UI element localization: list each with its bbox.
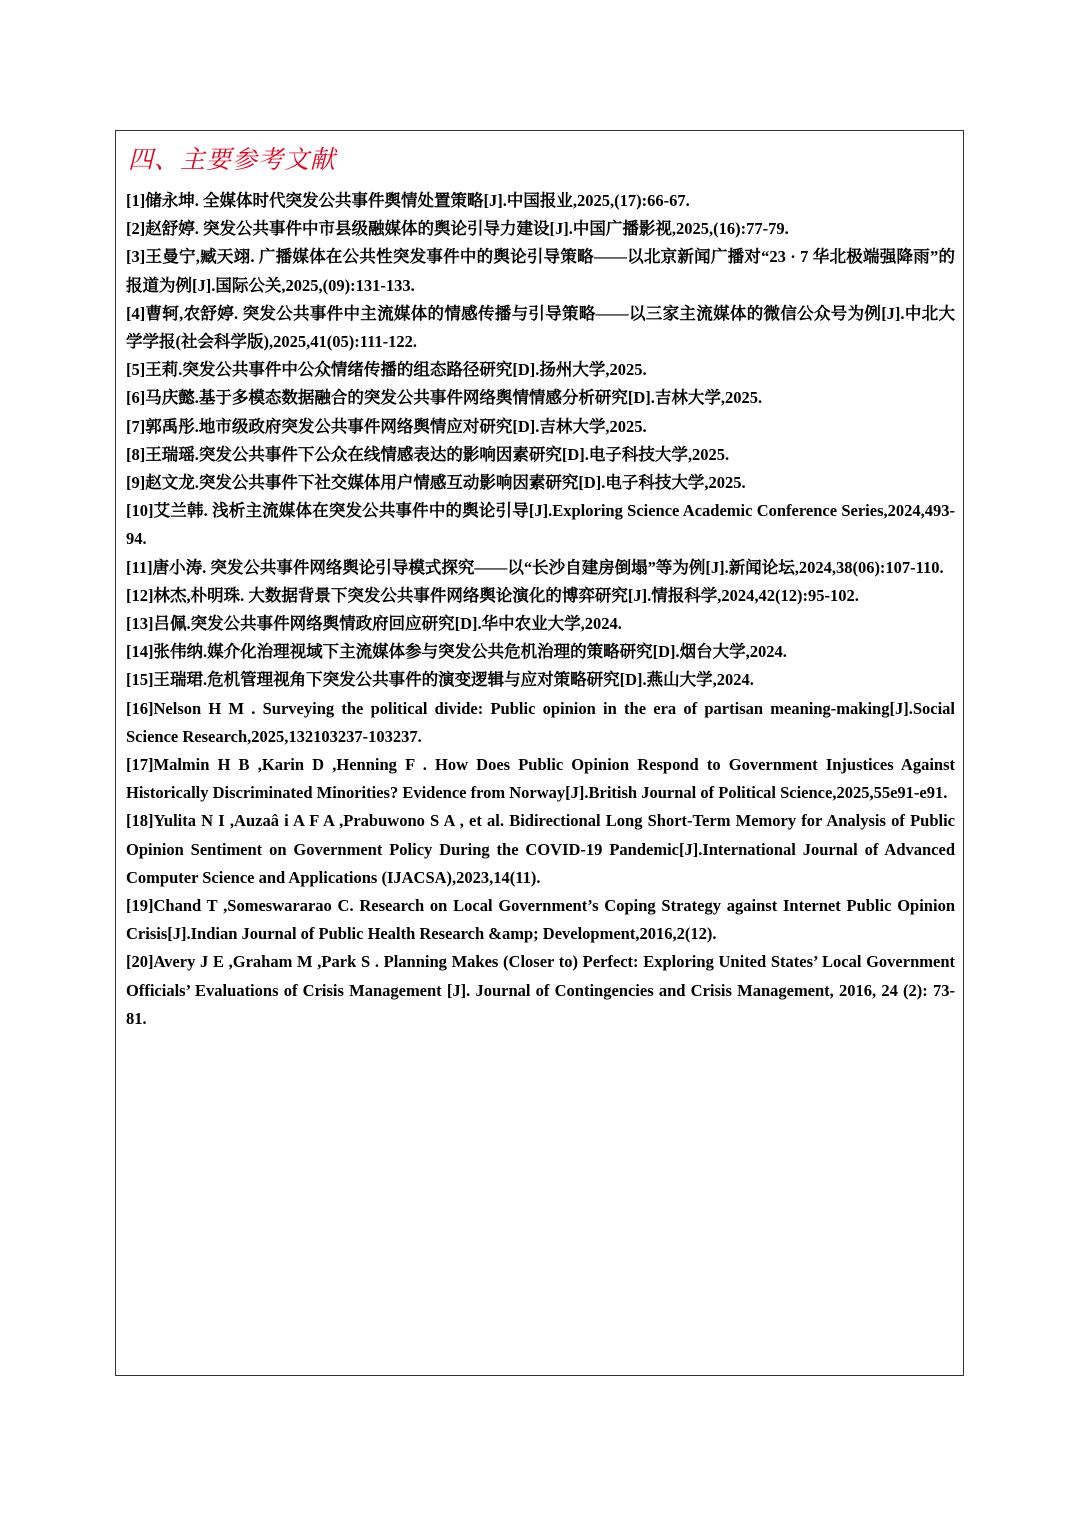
reference-item: [11]唐小涛. 突发公共事件网络舆论引导模式探究——以“长沙自建房倒塌”等为例[J].新闻论坛,2024,38(06):107-110. (126, 557, 944, 577)
reference-item: [5]王莉.突发公共事件中公众情绪传播的组态路径研究[D].扬州大学,2025. (126, 360, 647, 380)
reference-item: [17]Malmin H B ,Karin D ,Henning F . How Does Public Opinion Respond to Government Injustices Against Historically Discriminated Minorities? Evidence from Norway[J].British Journal of Political Science,2025,55e91-e91. (126, 755, 955, 803)
reference-item: [8]王瑞瑶.突发公共事件下公众在线情感表达的影响因素研究[D].电子科技大学,2025. (126, 444, 730, 464)
reference-item: [19]Chand T ,Someswararao C. Research on Local Government’s Coping Strategy against Internet Public Opinion Crisis[J].Indian Journal of Public Health Research &amp; Development,2016,2(12). (126, 896, 955, 944)
reference-item: [15]王瑞珺.危机管理视角下突发公共事件的演变逻辑与应对策略研究[D].燕山大学,2024. (126, 670, 754, 690)
reference-item: [13]吕佩.突发公共事件网络舆情政府回应研究[D].华中农业大学,2024. (126, 614, 622, 634)
reference-item: [3]王曼宁,臧天翊. 广播媒体在公共性突发事件中的舆论引导策略——以北京新闻广播对“23 · 7 华北极端强降雨”的报道为例[J].国际公关,2025,(09):131-133. (126, 247, 955, 295)
reference-item: [16]Nelson H M . Surveying the political divide: Public opinion in the era of partisan meaning-making[J].Social Science Research,2025,132103237-103237. (126, 698, 955, 746)
reference-item: [12]林杰,朴明珠. 大数据背景下突发公共事件网络舆论演化的博弈研究[J].情报科学,2024,42(12):95-102. (126, 585, 859, 605)
reference-item: [20]Avery J E ,Graham M ,Park S . Planning Makes (Closer to) Perfect: Exploring United States’ Local Government Officials’ Evaluations of Crisis Management [J]. Journal of Contingencies and Crisis Management, 2016, 24 (2): 73-81. (126, 952, 955, 1028)
reference-list (126, 187, 955, 1033)
reference-item: [9]赵文龙.突发公共事件下社交媒体用户情感互动影响因素研究[D].电子科技大学,2025. (126, 473, 746, 493)
section-title: 四、主要参考文献 (128, 145, 337, 174)
reference-item: [6]马庆懿.基于多模态数据融合的突发公共事件网络舆情情感分析研究[D].吉林大学,2025. (126, 388, 763, 408)
reference-item: [2]赵舒婷. 突发公共事件中市县级融媒体的舆论引导力建设[J].中国广播影视,2025,(16):77-79. (126, 219, 789, 239)
reference-item: [4]曹轲,农舒婷. 突发公共事件中主流媒体的情感传播与引导策略——以三家主流媒体的微信公众号为例[J].中北大学学报(社会科学版),2025,41(05):111-122. (126, 303, 955, 352)
references-frame (115, 130, 964, 1376)
reference-item: [7]郭禹彤.地市级政府突发公共事件网络舆情应对研究[D].吉林大学,2025. (126, 416, 647, 436)
reference-item: [14]张伟纳.媒介化治理视域下主流媒体参与突发公共危机治理的策略研究[D].烟台大学,2024. (126, 642, 787, 662)
reference-item: [1]储永坤. 全媒体时代突发公共事件舆情处置策略[J].中国报业,2025,(17):66-67. (126, 191, 690, 210)
reference-item: [18]Yulita N I ,Auzaâ i A F A ,Prabuwono S A , et al. Bidirectional Long Short-Term Memory for Analysis of Public Opinion Sentiment on Government Policy During the COVID-19 Pandemic[J].International Journal of Advanced Computer Science and Applications (IJACSA),2023,14(11). (126, 811, 955, 887)
reference-item: [10]艾兰韩. 浅析主流媒体在突发公共事件中的舆论引导[J].Exploring Science Academic Conference Series,2024,493-94. (126, 501, 955, 549)
